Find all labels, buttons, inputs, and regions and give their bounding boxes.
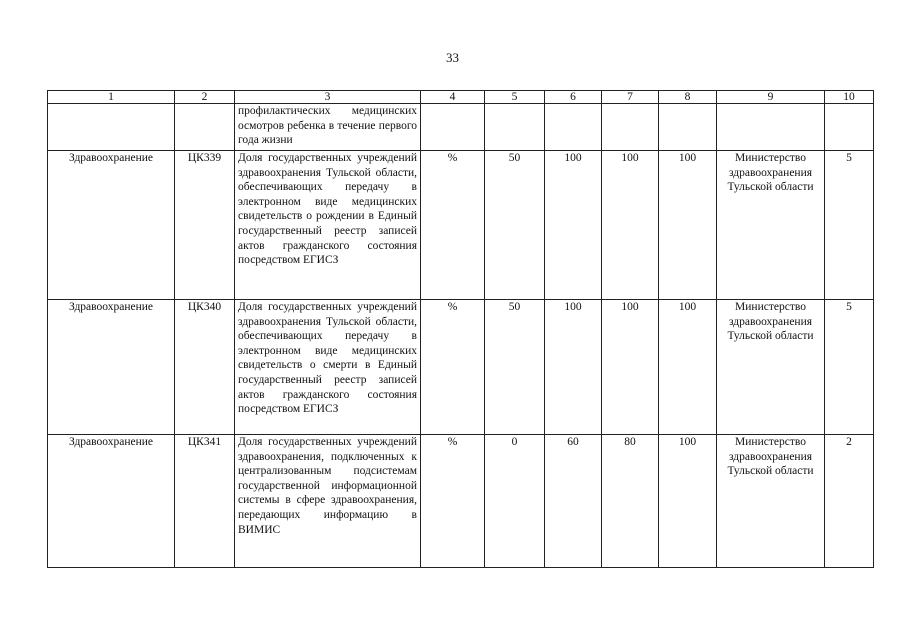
value-cell: 100 bbox=[659, 151, 717, 300]
unit-cell: % bbox=[421, 300, 485, 435]
unit-cell bbox=[421, 104, 485, 151]
column-header: 4 bbox=[421, 91, 485, 104]
value-cell: 5 bbox=[825, 151, 874, 300]
column-header: 3 bbox=[235, 91, 421, 104]
value-cell bbox=[485, 104, 545, 151]
value-cell: 100 bbox=[659, 300, 717, 435]
indicator-cell: Доля государственных учреждений здравоохранения, подключенных к централизованным подсистемам государственной информационной системы в сфере здравоохранения, передающих информацию в ВИМИС bbox=[235, 435, 421, 568]
column-header: 10 bbox=[825, 91, 874, 104]
value-cell: 50 bbox=[485, 300, 545, 435]
page-number: 33 bbox=[446, 50, 459, 65]
value-cell: 0 bbox=[485, 435, 545, 568]
value-cell bbox=[825, 104, 874, 151]
responsible-cell: Министерство здравоохранения Тульской области bbox=[717, 300, 825, 435]
sphere-cell: Здравоохранение bbox=[48, 300, 175, 435]
responsible-cell: Министерство здравоохранения Тульской области bbox=[717, 151, 825, 300]
value-cell: 5 bbox=[825, 300, 874, 435]
code-cell: ЦК341 bbox=[175, 435, 235, 568]
value-cell bbox=[659, 104, 717, 151]
value-cell: 100 bbox=[602, 151, 659, 300]
code-cell: ЦК339 bbox=[175, 151, 235, 300]
sphere-cell bbox=[48, 104, 175, 151]
indicators-table bbox=[47, 90, 874, 568]
value-cell: 100 bbox=[545, 151, 602, 300]
value-cell bbox=[602, 104, 659, 151]
column-header: 7 bbox=[602, 91, 659, 104]
table-row bbox=[48, 435, 874, 568]
table-row bbox=[48, 300, 874, 435]
column-header: 2 bbox=[175, 91, 235, 104]
column-header: 5 bbox=[485, 91, 545, 104]
sphere-cell: Здравоохранение bbox=[48, 151, 175, 300]
sphere-cell: Здравоохранение bbox=[48, 435, 175, 568]
indicator-cell: Доля государственных учреждений здравоохранения Тульской области, обеспечивающих передачу в электронном виде медицинских свидетельств о смерти в Единый государственный реестр записей актов гражданского состояния посредством ЕГИСЗ bbox=[235, 300, 421, 435]
table-row bbox=[48, 151, 874, 300]
value-cell: 60 bbox=[545, 435, 602, 568]
value-cell: 50 bbox=[485, 151, 545, 300]
column-number-row bbox=[48, 91, 874, 104]
responsible-cell bbox=[717, 104, 825, 151]
column-header: 1 bbox=[48, 91, 175, 104]
table-row-continuation bbox=[48, 104, 874, 151]
column-header: 9 bbox=[717, 91, 825, 104]
indicator-cell: Доля государственных учреждений здравоохранения Тульской области, обеспечивающих передачу в электронном виде медицинских свидетельств о рождении в Единый государственный реестр записей актов гражданского состояния посредством ЕГИСЗ bbox=[235, 151, 421, 300]
indicator-cell: профилактических медицинских осмотров ребенка в течение первого года жизни bbox=[235, 104, 421, 151]
code-cell: ЦК340 bbox=[175, 300, 235, 435]
value-cell: 100 bbox=[659, 435, 717, 568]
responsible-cell: Министерство здравоохранения Тульской области bbox=[717, 435, 825, 568]
value-cell bbox=[545, 104, 602, 151]
value-cell: 2 bbox=[825, 435, 874, 568]
unit-cell: % bbox=[421, 435, 485, 568]
value-cell: 100 bbox=[545, 300, 602, 435]
column-header: 6 bbox=[545, 91, 602, 104]
value-cell: 100 bbox=[602, 300, 659, 435]
code-cell bbox=[175, 104, 235, 151]
column-header: 8 bbox=[659, 91, 717, 104]
value-cell: 80 bbox=[602, 435, 659, 568]
unit-cell: % bbox=[421, 151, 485, 300]
